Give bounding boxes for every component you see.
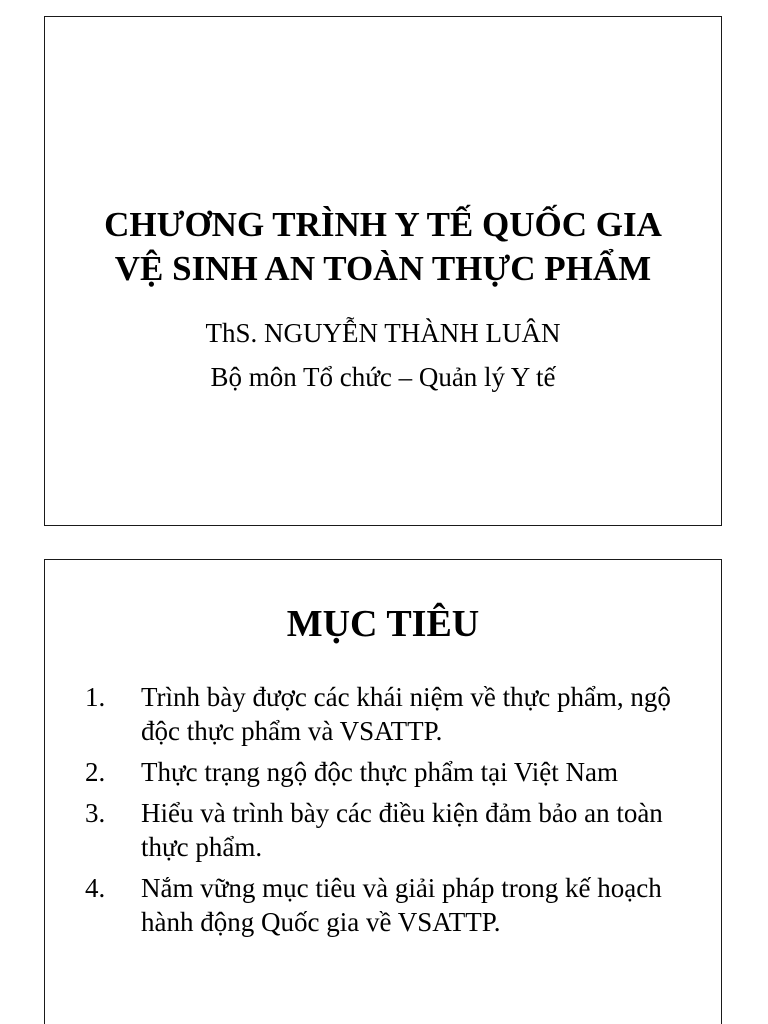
title-line-1: CHƯƠNG TRÌNH Y TẾ QUỐC GIA: [104, 205, 662, 244]
objective-number: 1.: [85, 682, 106, 712]
author-name: ThS. NGUYỄN THÀNH LUÂN: [205, 318, 561, 348]
department-name: Bộ môn Tổ chức – Quản lý Y tế: [210, 362, 556, 392]
objective-text: Hiểu và trình bày các điều kiện đảm bảo an toàn thực phẩm.: [141, 798, 663, 862]
author-block: [45, 311, 721, 399]
objectives-slide: [44, 559, 722, 1024]
objectives-list: [85, 680, 705, 946]
objective-item: [85, 796, 705, 864]
objectives-title: MỤC TIÊU: [286, 603, 480, 645]
objective-item: [85, 871, 705, 939]
objective-text: Nắm vững mục tiêu và giải pháp trong kế hoạch hành động Quốc gia về VSATTP.: [141, 873, 662, 937]
objective-text: Thực trạng ngộ độc thực phẩm tại Việt Nam: [141, 757, 619, 787]
title-slide: [44, 16, 722, 526]
objective-number: 4.: [85, 873, 106, 903]
objective-item: [85, 755, 705, 789]
objective-number: 3.: [85, 798, 106, 828]
objective-text: Trình bày được các khái niệm về thực phẩm, ngộ độc thực phẩm và VSATTP.: [141, 682, 671, 746]
title-line-2: VỆ SINH AN TOÀN THỰC PHẨM: [114, 249, 652, 288]
objective-item: [85, 680, 705, 748]
slide-title: [45, 203, 721, 291]
objective-number: 2.: [85, 757, 106, 787]
